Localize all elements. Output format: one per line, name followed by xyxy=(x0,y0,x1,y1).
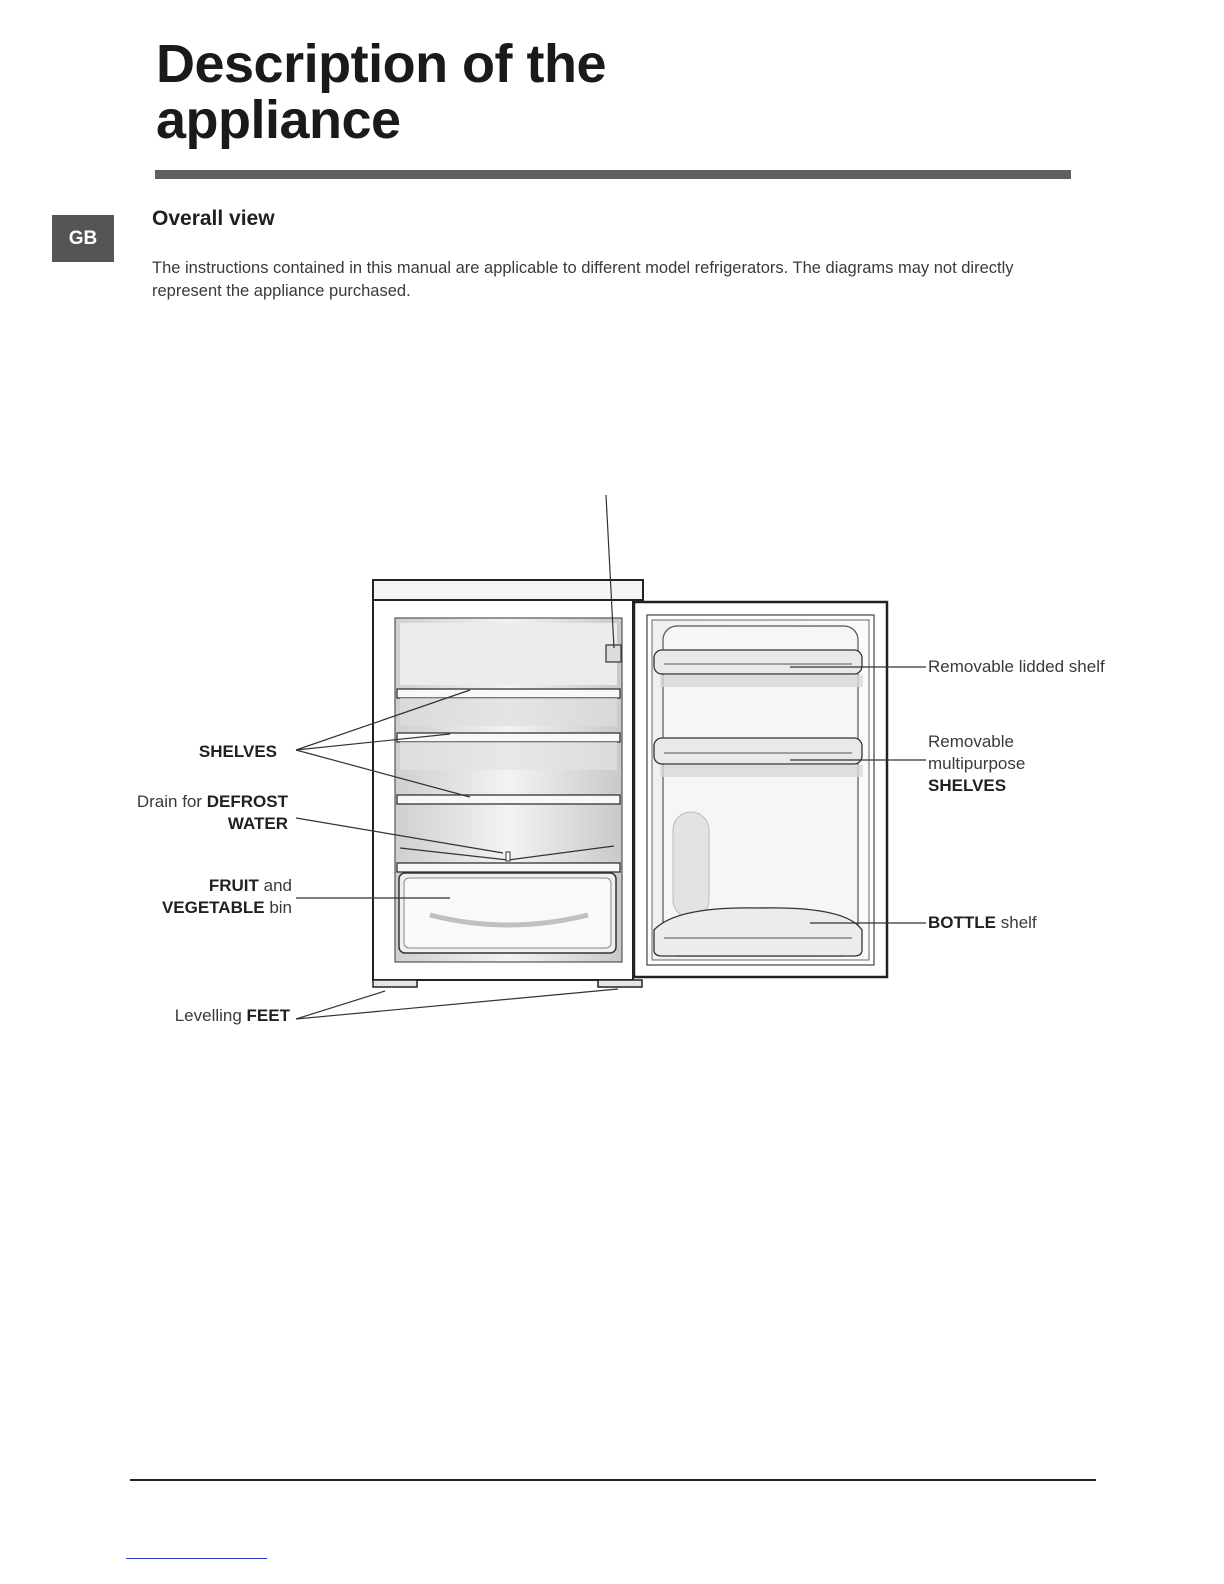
label-lidded-shelf-text: Removable lidded shelf xyxy=(928,657,1105,676)
label-fruit-bold: FRUIT xyxy=(208,876,259,895)
language-tab-label: GB xyxy=(68,227,98,249)
label-multi-bold: SHELVES xyxy=(928,776,1007,795)
label-bottle-shelf xyxy=(928,912,1037,934)
intro-paragraph: The instructions contained in this manual are applicable to different model refrigerators. The diagrams may not directly represent the appliance purchased. xyxy=(152,259,1014,300)
shelf-3 xyxy=(397,795,620,804)
shelf-2 xyxy=(397,733,620,742)
label-vegetable-bold: VEGETABLE xyxy=(161,898,265,917)
fridge-door xyxy=(634,602,887,977)
crisper-drawer xyxy=(399,873,616,953)
bottom-link-underline xyxy=(126,1558,267,1559)
label-vegetable-rest: bin xyxy=(269,898,292,917)
label-shelves xyxy=(150,741,277,763)
label-fruit-vegetable-bin xyxy=(100,875,292,919)
drain-hole xyxy=(506,852,510,861)
label-multipurpose-shelves xyxy=(928,731,1025,797)
section-heading: Overall view xyxy=(152,207,275,230)
page-title-line2: appliance xyxy=(156,90,401,150)
footer-divider xyxy=(130,1479,1096,1481)
label-drain-bold2: WATER xyxy=(227,814,288,833)
foot-right xyxy=(598,980,642,987)
label-drain-bold1: DEFROST xyxy=(206,792,288,811)
door-bottle-shelf xyxy=(654,908,862,956)
label-multi-line1: Removable xyxy=(928,732,1014,751)
label-defrost-drain xyxy=(100,791,288,835)
label-lidded-shelf xyxy=(928,656,1105,678)
label-bottle-rest: shelf xyxy=(1000,913,1037,932)
label-feet-bold: FEET xyxy=(246,1006,290,1025)
page-title-line1: Description of the xyxy=(156,34,607,94)
label-fruit-rest: and xyxy=(263,876,292,895)
shelf-1 xyxy=(397,689,620,698)
label-levelling-feet xyxy=(120,1005,290,1027)
door-lidded-shelf xyxy=(654,650,862,674)
label-drain-prefix: Drain for xyxy=(136,792,203,811)
label-bottle-bold: BOTTLE xyxy=(928,913,996,932)
label-feet-prefix: Levelling xyxy=(174,1006,242,1025)
label-shelves-text: SHELVES xyxy=(198,742,277,761)
bottle-silhouette xyxy=(673,812,709,918)
label-multi-line2: multipurpose xyxy=(928,754,1026,773)
crisper-cover xyxy=(397,863,620,872)
foot-left xyxy=(373,980,417,987)
